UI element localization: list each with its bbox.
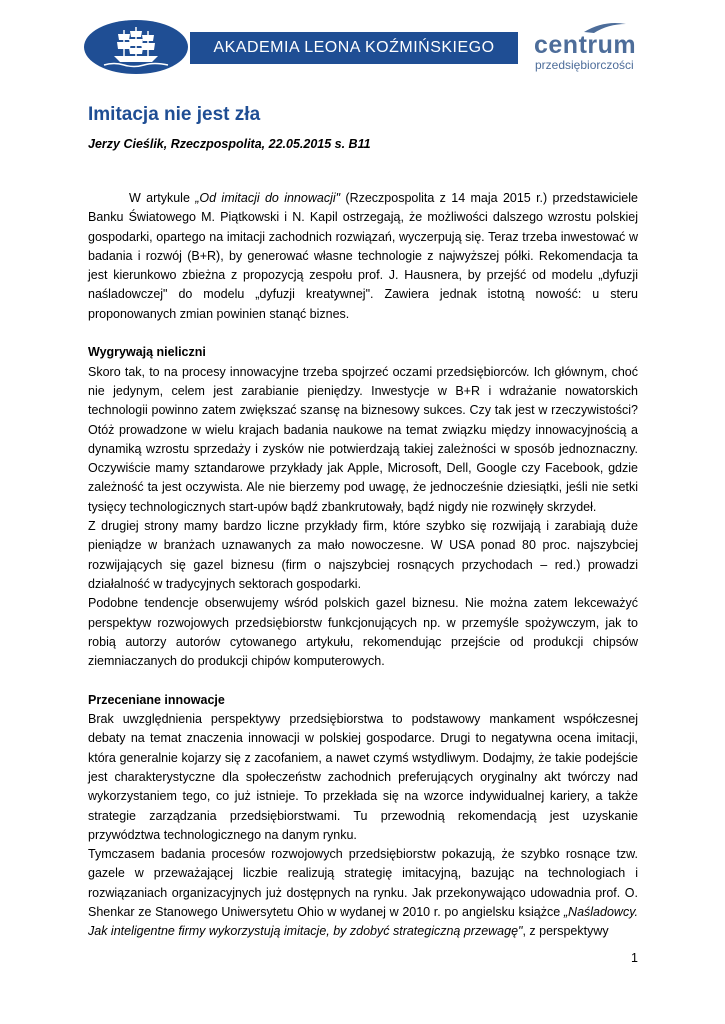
paragraph [88, 845, 638, 941]
intro-text-before: W artykule [129, 191, 196, 205]
page-header [84, 18, 644, 76]
section-heading-2: Przeceniane innowacje [88, 692, 225, 707]
academy-banner [190, 32, 518, 64]
centrum-word: centrum [534, 31, 637, 59]
centrum-logo [528, 20, 646, 74]
sailing-ship-icon [84, 20, 188, 74]
cited-article-title: „Od imitacji do innowacji" [195, 191, 341, 205]
academy-name: AKADEMIA LEONA KOŹMIŃSKIEGO [213, 39, 495, 56]
paragraph: Z drugiej strony mamy bardzo liczne przykłady firm, które szybko się rozwijają i zarabiają duże pieniądze w branżach uznawanych za mało nowoczesne. W USA ponad 80 proc. najszybciej rozwijających się gazel biznesu (firm o najszybciej rosnących przychodach – red.) prowadzi działalność w tradycyjnych sektorach gospodarki. [88, 519, 638, 591]
article-byline: Jerzy Cieślik, Rzeczpospolita, 22.05.2015 s. B11 [88, 137, 371, 151]
academy-logo [84, 20, 188, 74]
spacer [88, 324, 638, 343]
section-heading-1: Wygrywają nieliczni [88, 345, 206, 360]
intro-paragraph [88, 189, 638, 324]
cited-book-title: „Naśladowcy. Jak inteligentne firmy wykorzystują imitacje, by zdobyć strategiczną przewagę" [88, 904, 638, 939]
page-number: 1 [631, 951, 638, 965]
article-body [88, 189, 638, 942]
paragraph: Podobne tendencje obserwujemy wśród polskich gazel biznesu. Nie można zatem lekceważyć perspektyw rozwojowych przedsiębiorstw funkcjonujących np. w przemyśle spożywczym, jak to robią autorzy autorów cytowanego artykułu, rekomendując przejście od produkcji chipsów ziemniaczanych do produkcji chipów komputerowych. [88, 596, 638, 669]
article-title: Imitacja nie jest zła [88, 104, 261, 125]
paragraph-text-after: , z perspektywy [522, 924, 609, 939]
paragraph: Skoro tak, to na procesy innowacyjne trzeba spojrzeć oczami przedsiębiorców. Ich głównym, choć nie jedynym, celem jest zarabianie pieniędzy. Inwestycje w B+R i wdrażanie nowatorskich technologii powinno zatem zwiększać szansę na biznesowy sukces. Czy tak jest w rzeczywistości? Otóż prowadzone w wielu krajach badania naukowe na temat związku między innowacyjnością a dynamiką wzrostu sprzedaży i zysków nie potwierdzają takiej zależności w sposób jednoznaczny. Oczywiście mamy sztandarowe przykłady jak Apple, Microsoft, Dell, Google czy Facebook, gdzie zależność ta jest oczywista. Ale nie bierzemy pod uwagę, że jednocześnie dziesiątki, jeśli nie setki tysięcy technologicznych start-upów bądź zbankrutowały, bądź nigdy nie rozwinęły skrzydeł. [88, 364, 638, 514]
paragraph: Brak uwzględnienia perspektywy przedsiębiorstwa to podstawowy mankament współczesnej debaty na temat znaczenia innowacji w polskiej gospodarce. Drugi to negatywna ocena imitacji, która generalnie kojarzy się z zacofaniem, a nawet czymś wstydliwym. Dodajmy, że takie podejście jest charakterystyczne dla społeczeństw zachodnich preferujących oryginalny akt twórczy nad wykorzystaniem tego, co już istnieje. To przekłada się na wzorce indywidualnej kariery, a także strategie zarządzania przedsiębiorstwami. Tu przewodnią rekomendacją jest uzyskanie przywództwa technologicznego na danym rynku. [88, 712, 638, 842]
intro-text-after: (Rzeczpospolita z 14 maja 2015 r.) przedstawiciele Banku Światowego M. Piątkowski i N. Kapil ostrzegają, że możliwości dalszego wzrostu polskiej gospodarki, opartego na imitacji zachodnich rozwiązań, wyczerpują się. Teraz trzeba inwestować w badania i rozwój (B+R), by generować własne technologie z najwyższej półki. Rekomendacja ta jest kierunkowo zbieżna z propozycją zespołu prof. J. Hausnera, by przejść od modelu „dyfuzji naśladowczej" do modelu „dyfuzji kreatywnej". Zawiera jednak istotną nowość: u steru proponowanych zmian powinien stanąć biznes. [88, 191, 638, 321]
centrum-subtitle: przedsiębiorczości [535, 58, 634, 72]
paragraph-text-before: Tymczasem badania procesów rozwojowych przedsiębiorstw pokazują, że szybko rosnące tzw. gazele w przeważającej liczbie realizują strategię imitacyjną, bazując na technologiach i rozwiązaniach organizacyjnych już dostępnych na rynku. Jak przekonywająco udowadnia prof. O. Shenkar ze Stanowego Uniwersytetu Ohio w wydanej w 2010 r. po angielsku książce [88, 847, 638, 919]
